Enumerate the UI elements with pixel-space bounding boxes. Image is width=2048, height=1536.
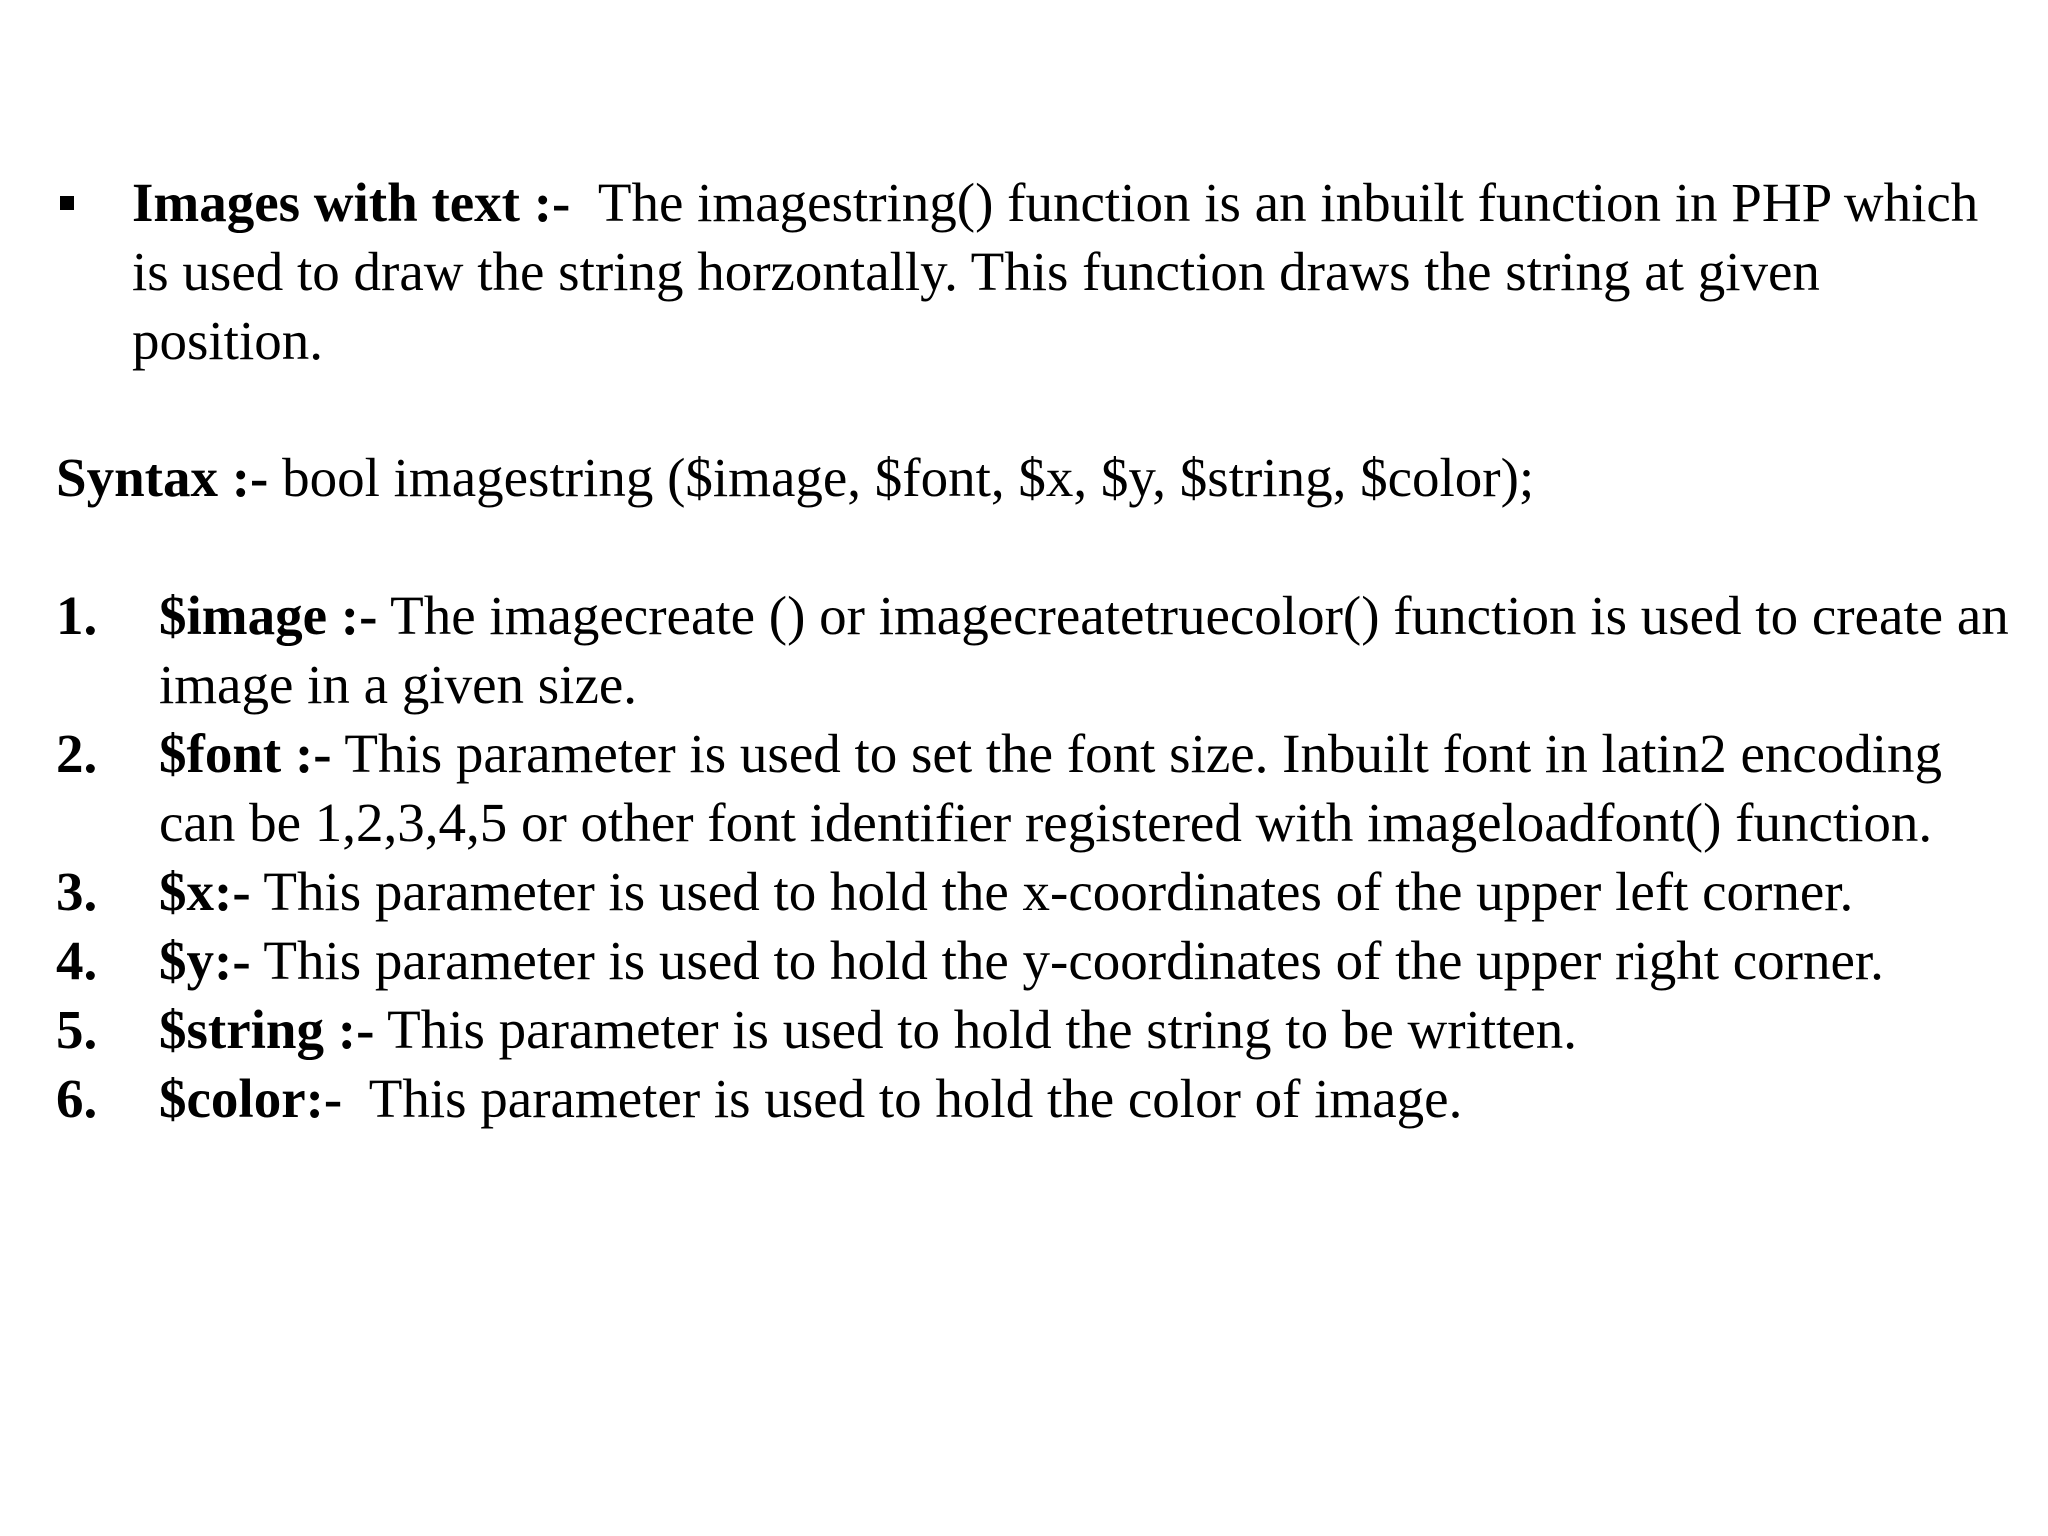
param-name: $font :- xyxy=(159,723,332,784)
syntax-code: bool imagestring ($image, $font, $x, $y, $string, $color); xyxy=(282,447,1535,508)
list-item-number: 3. xyxy=(56,861,98,922)
param-description: This parameter is used to hold the string to be written. xyxy=(387,999,1578,1060)
intro-paragraph xyxy=(132,168,1986,375)
list-item xyxy=(56,581,2016,719)
list-item-number: 6. xyxy=(56,1068,98,1129)
list-item xyxy=(56,1064,2016,1133)
parameter-list xyxy=(56,581,2016,1133)
param-name: $y:- xyxy=(159,930,251,991)
param-name: $color:- xyxy=(159,1068,343,1129)
list-item-number: 4. xyxy=(56,930,98,991)
list-item xyxy=(56,995,2016,1064)
list-item-number: 1. xyxy=(56,585,98,646)
param-description: This parameter is used to hold the color of image. xyxy=(368,1068,1463,1129)
list-item xyxy=(56,857,2016,926)
intro-text: The imagestring() function is an inbuilt function in PHP which is used to draw the string horzontally. This function draws the string at given position. xyxy=(132,172,1979,371)
list-item xyxy=(56,719,2016,857)
param-description: This parameter is used to hold the y-coordinates of the upper right corner. xyxy=(263,930,1884,991)
param-name: $x:- xyxy=(159,861,251,922)
list-item xyxy=(56,926,2016,995)
param-description: This parameter is used to hold the x-coordinates of the upper left corner. xyxy=(263,861,1854,922)
param-description: The imagecreate () or imagecreatetruecolor() function is used to create an image in a given size. xyxy=(159,585,2009,715)
param-name: $image :- xyxy=(159,585,378,646)
param-description: This parameter is used to set the font size. Inbuilt font in latin2 encoding can be 1,2,3,4,5 or other font identifier registered with imageloadfont() function. xyxy=(159,723,1943,853)
intro-bullet xyxy=(56,168,1986,375)
intro-heading: Images with text :- xyxy=(132,172,571,233)
param-name: $string :- xyxy=(159,999,375,1060)
list-item-number: 2. xyxy=(56,723,98,784)
list-item-number: 5. xyxy=(56,999,98,1060)
syntax-label: Syntax :- xyxy=(56,447,269,508)
syntax-line xyxy=(56,443,1534,512)
square-bullet-icon xyxy=(60,196,74,210)
